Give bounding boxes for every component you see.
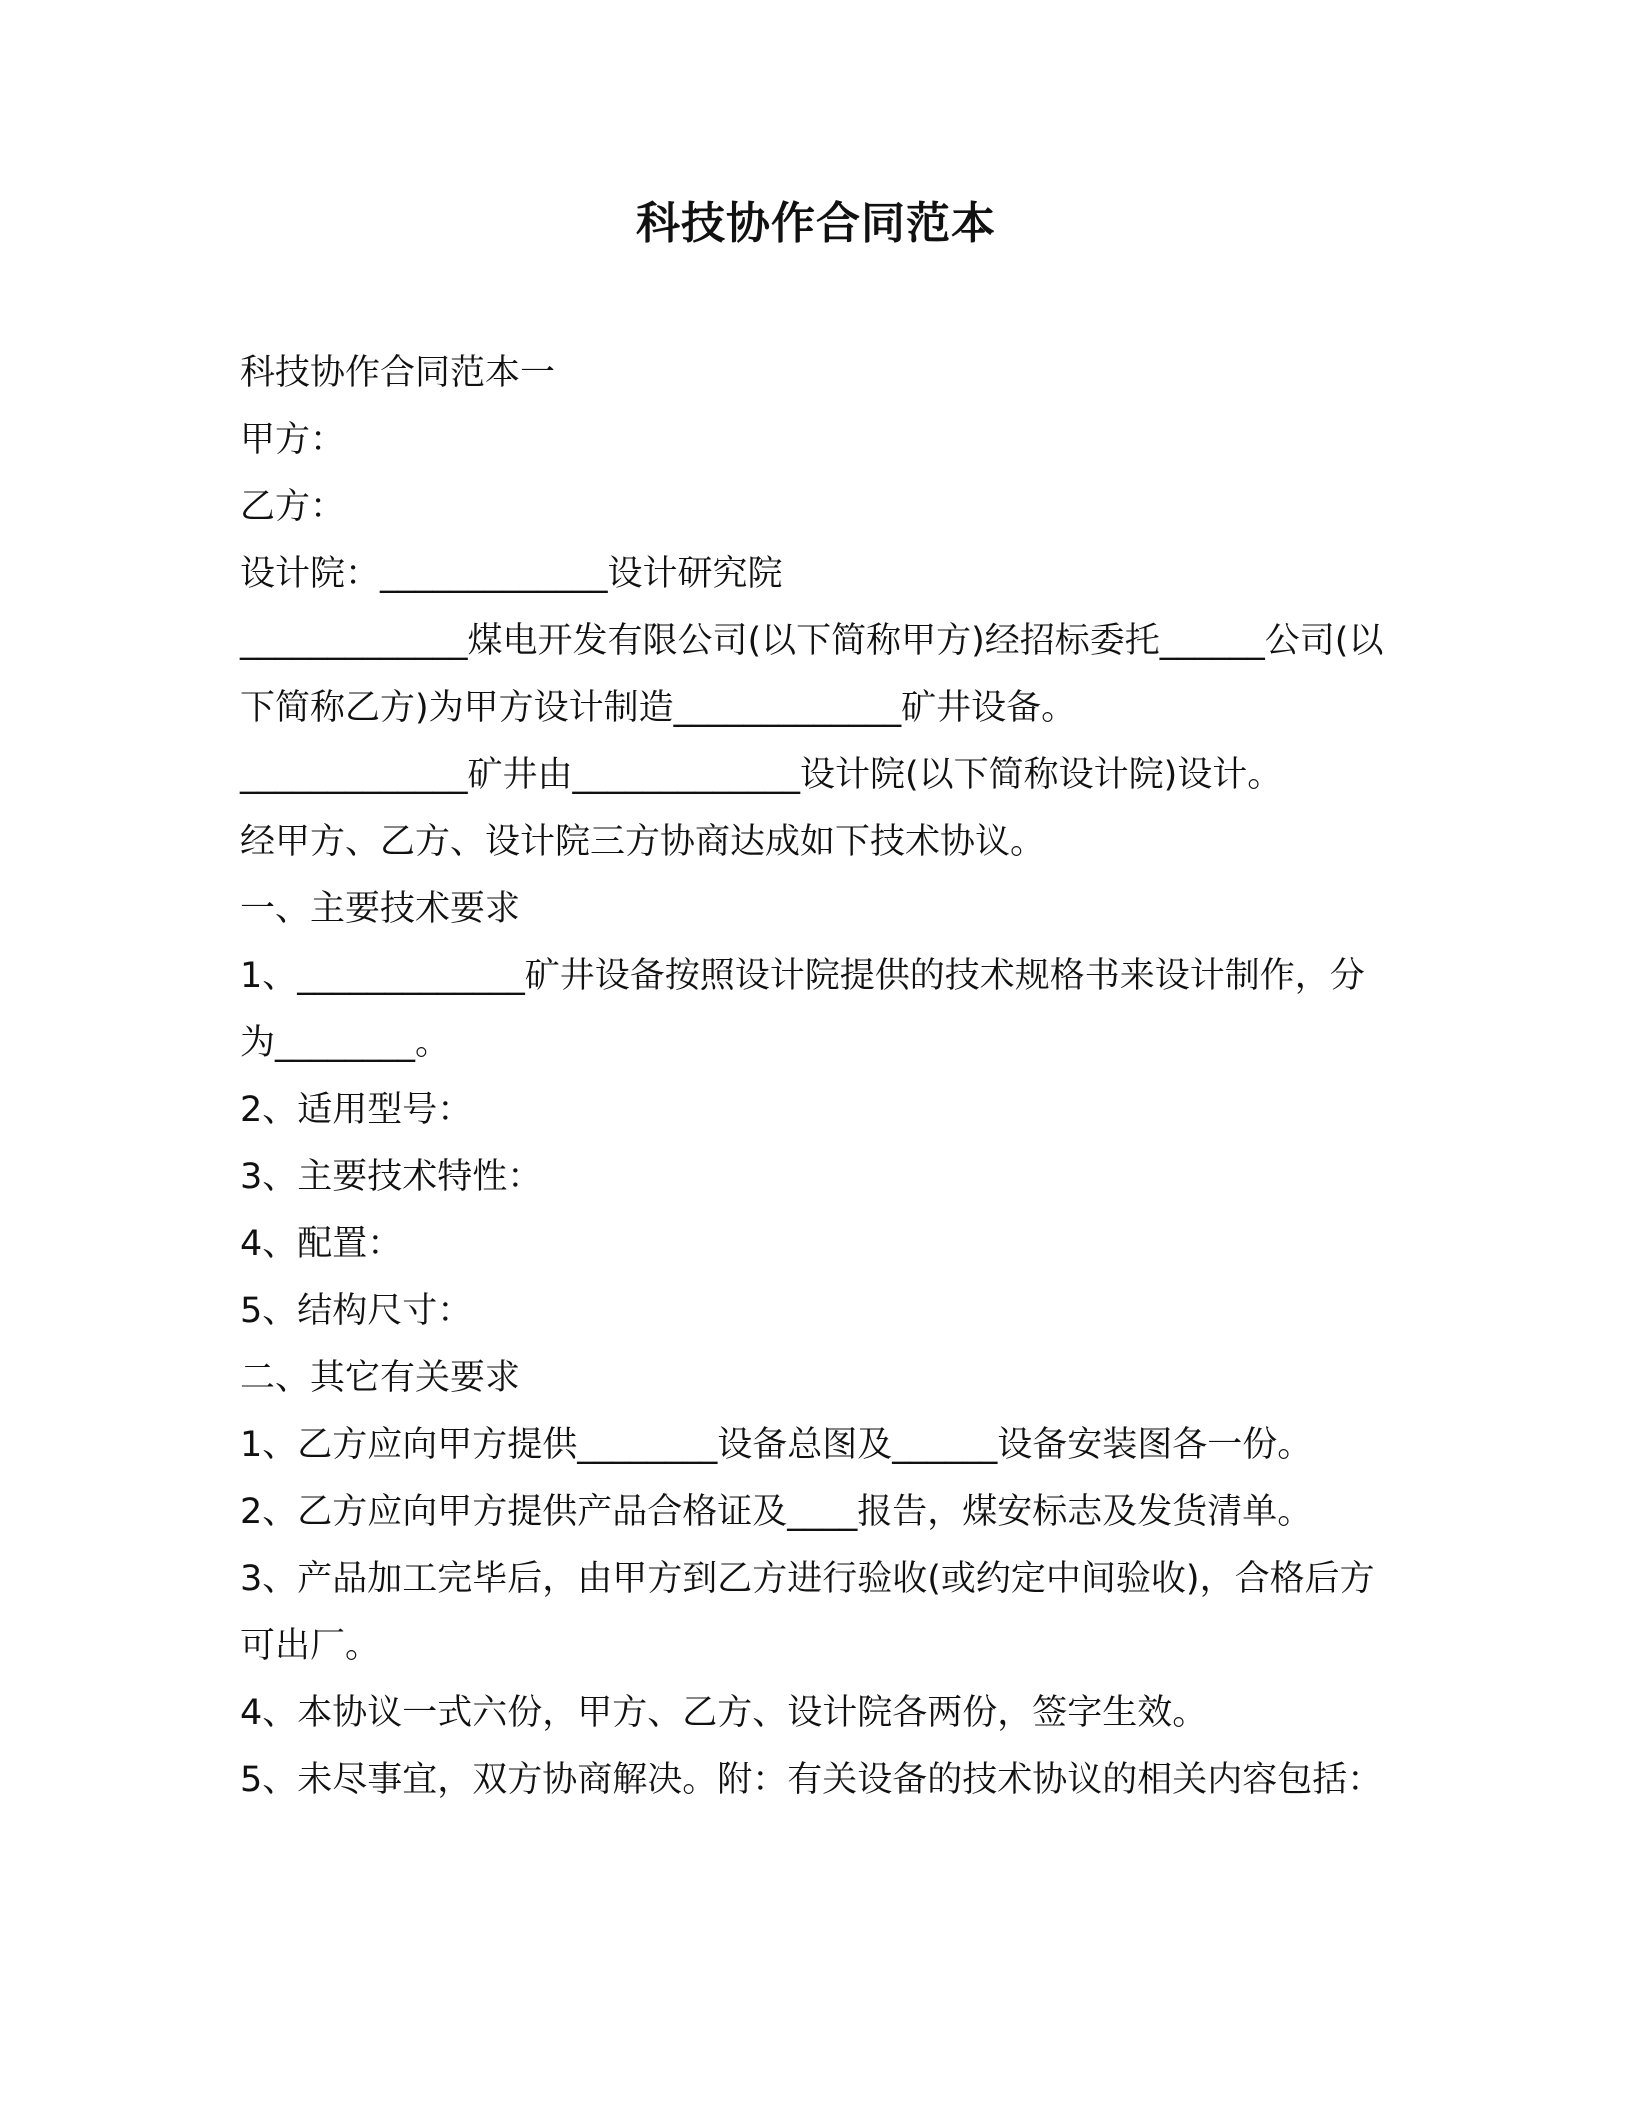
other-item-2: 2、乙方应向甲方提供产品合格证及____报告，煤安标志及发货清单。	[240, 1492, 1313, 1532]
technical-item-3: 3、主要技术特性：	[240, 1157, 543, 1197]
technical-item-5: 5、结构尺寸：	[240, 1291, 473, 1331]
section-heading-technical: 一、主要技术要求	[240, 889, 521, 929]
party-b-line: 乙方：	[240, 487, 346, 527]
document-title: 科技协作合同范本	[636, 198, 996, 249]
contract-subtitle: 科技协作合同范本一	[240, 353, 556, 393]
other-item-5: 5、未尽事宜，双方协商解决。附：有关设备的技术协议的相关内容包括：	[240, 1760, 1383, 1800]
technical-item-1: 1、_____________矿井设备按照设计院提供的技术规格书来设计制作，分为________。	[240, 956, 1365, 1063]
party-a-line: 甲方：	[240, 420, 346, 460]
document-body	[240, 340, 1390, 1814]
other-item-1: 1、乙方应向甲方提供________设备总图及______设备安装图各一份。	[240, 1425, 1313, 1465]
agreement-paragraph: 经甲方、乙方、设计院三方协商达成如下技术协议。	[240, 822, 1046, 862]
technical-item-2: 2、适用型号：	[240, 1090, 473, 1130]
intro-paragraph: _____________煤电开发有限公司(以下简称甲方)经招标委托______公司(以下简称乙方)为甲方设计制造_____________矿井设备。	[240, 621, 1384, 728]
section-heading-other: 二、其它有关要求	[240, 1358, 521, 1398]
design-institute-line: 设计院：_____________设计研究院	[240, 554, 783, 594]
other-item-4: 4、本协议一式六份，甲方、乙方、设计院各两份，签字生效。	[240, 1693, 1208, 1733]
technical-item-4: 4、配置：	[240, 1224, 403, 1264]
other-item-3: 3、产品加工完毕后，由甲方到乙方进行验收(或约定中间验收)，合格后方可出厂。	[240, 1559, 1375, 1666]
mine-design-paragraph: _____________矿井由_____________设计院(以下简称设计院)设计。	[240, 755, 1283, 795]
